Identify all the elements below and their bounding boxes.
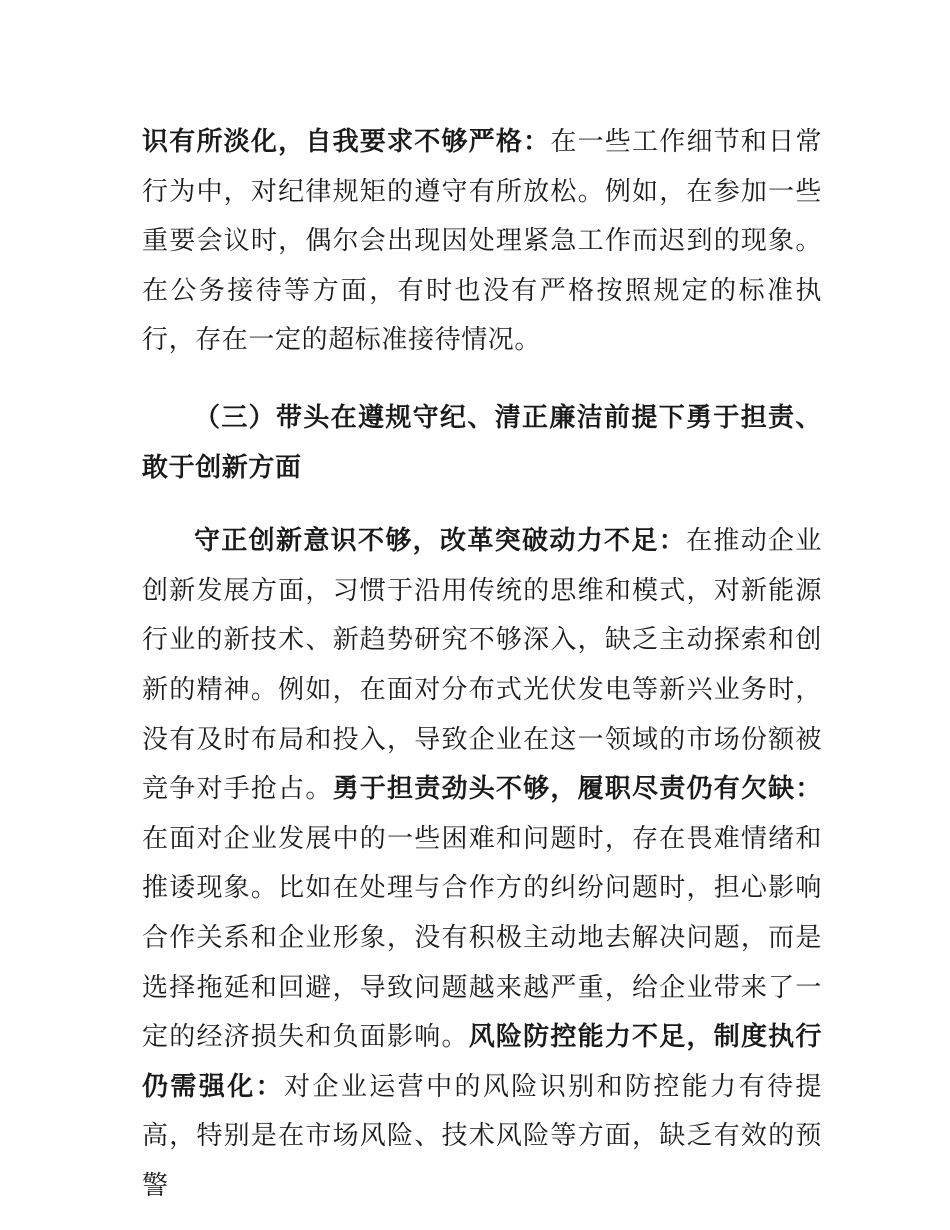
bold-lead-risk-control: 风险防控能力不足，制度执行仍需强化： (142, 1022, 822, 1102)
section-heading-three: （三）带头在遵规守纪、清正廉洁前提下勇于担责、敢于创新方面 (142, 402, 822, 483)
document-page (142, 118, 822, 1211)
paragraph-text: 在推动企业创新发展方面，习惯于沿用传统的思维和模式，对新能源行业的新技术、新趋势研究不够深入，缺乏主动探索和创新的精神。例如，在面对分布式光伏发电等新兴业务时，没有及时布局和投入，导致企业在这一领域的市场份额被竞争对手抢占。 (142, 526, 822, 805)
paragraph-text: 在一些工作细节和日常行为中，对纪律规矩的遵守有所放松。例如，在参加一些重要会议时，偶尔会出现因处理紧急工作而迟到的现象。在公务接待等方面，有时也没有严格按照规定的标准执行，存在一定的超标准接待情况。 (142, 127, 822, 356)
paragraph-text: 对企业运营中的风险识别和防控能力有待提高，特别是在市场风险、技术风险等方面，缺乏有效的预警 (142, 1071, 822, 1201)
paragraph-discipline-continued (142, 118, 822, 366)
bold-lead-innovation: 守正创新意识不够，改革突破动力不足： (194, 526, 687, 557)
bold-lead-strictness: 识有所淡化，自我要求不够严格： (142, 127, 551, 157)
bold-lead-responsibility: 勇于担责劲头不够，履职尽责仍有欠缺： (332, 774, 822, 805)
paragraph-text: 在面对企业发展中的一些困难和问题时，存在畏难情绪和推诿现象。比如在处理与合作方的纠纷问题时，担心影响合作关系和企业形象，没有积极主动地去解决问题，而是选择拖延和回避，导致问题越来越严重，给企业带来了一定的经济损失和负面影响。 (142, 823, 822, 1053)
paragraph-innovation (142, 517, 822, 1211)
